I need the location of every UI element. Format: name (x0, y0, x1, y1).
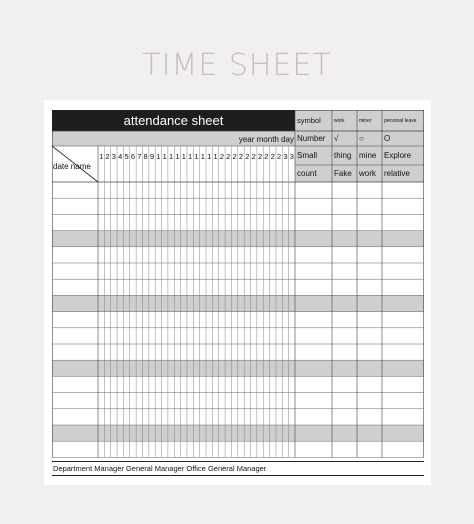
grid-lines (52, 110, 424, 476)
day-number: 1 (188, 151, 193, 161)
day-number: 7 (137, 151, 142, 161)
date-name-label: date name (53, 161, 91, 171)
day-number: 2 (238, 151, 244, 161)
day-number: 2 (251, 151, 256, 161)
attendance-sheet-heading: attendance sheet (52, 110, 295, 131)
signature-footer: Department Manager General Manager Office General Manager (52, 461, 424, 476)
day-number: 2 (257, 151, 263, 161)
day-number: 9 (149, 151, 155, 161)
day-number: 6 (130, 151, 136, 161)
day-number: 1 (194, 151, 199, 161)
day-number: 2 (277, 151, 282, 161)
grid-line (52, 146, 98, 182)
day-number: 4 (118, 151, 123, 161)
legend-cell: personal leave (384, 117, 417, 124)
page-title: TIME SHEET (142, 48, 332, 83)
day-number: 1 (99, 151, 104, 161)
legend-cell: miner (359, 117, 372, 124)
legend-cell: ○ (359, 134, 364, 143)
day-number: 2 (270, 151, 275, 161)
day-number: 3 (111, 151, 116, 161)
legend-cell: count (297, 169, 317, 178)
attendance-grid (52, 110, 424, 476)
day-number: 2 (245, 151, 250, 161)
legend-cell: symbol (297, 116, 321, 125)
day-number: 2 (226, 151, 231, 161)
legend-cell: Small (297, 151, 318, 160)
day-number: 1 (156, 151, 161, 161)
day-number: 2 (219, 151, 224, 161)
legend-cell: thing (334, 151, 352, 160)
day-number: 1 (168, 151, 174, 161)
legend-cell: work (334, 117, 345, 124)
day-number: 1 (162, 151, 167, 161)
legend-cell: O (384, 134, 391, 143)
day-number: 1 (175, 151, 180, 161)
legend-cell: √ (334, 134, 339, 143)
legend-cell: Explore (384, 151, 412, 160)
day-number: 1 (207, 151, 212, 161)
day-number: 3 (283, 151, 288, 161)
legend-cell: mine (359, 151, 377, 160)
day-number: 8 (143, 151, 148, 161)
day-number: 5 (124, 151, 129, 161)
day-number: 2 (264, 151, 269, 161)
legend-cell: relative (384, 169, 410, 178)
day-number: 3 (289, 151, 294, 161)
legend-cell: work (359, 169, 376, 178)
day-number: 1 (200, 151, 205, 161)
legend-cell: Number (297, 134, 326, 143)
day-number: 1 (213, 151, 218, 161)
day-number: 1 (181, 151, 186, 161)
legend-cell: Fake (334, 169, 352, 178)
year-month-day-label: year month day (238, 134, 294, 144)
day-number: 2 (105, 151, 110, 161)
day-number: 2 (232, 151, 237, 161)
